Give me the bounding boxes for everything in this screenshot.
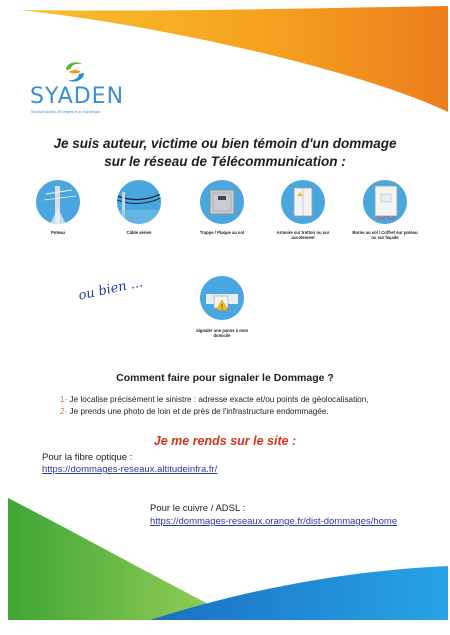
page-headline [0,135,450,171]
street-cabinet-icon [281,180,325,224]
fibre-label: Pour la fibre optique : [42,452,133,463]
step-2 [60,407,329,416]
item-label-junction-box: Borne au sol / Coffret sur poteau ou sur façade [352,230,418,240]
item-label-manhole: Trappe / Plaque au sol [199,230,245,235]
headline-line-1: Je suis auteur, victime ou bien témoin d'un dommage [53,136,397,151]
manhole-icon [200,180,244,224]
cuivre-link[interactable]: https://dommages-reseaux.orange.fr/dist-dommages/home [150,516,398,527]
logo-wordmark: SYADEN [30,84,125,109]
pole-icon [36,180,80,224]
item-label-pole: Poteau [51,230,65,235]
syaden-logo-icon [62,60,88,84]
step-1 [60,395,369,404]
site-heading: Je me rends sur le site : [153,434,297,448]
step-1-number: 1- [60,395,68,404]
cuivre-label: Pour le cuivre / ADSL : [150,503,246,514]
fibre-link[interactable]: https://dommages-reseaux.altitudeinfra.fr/ [42,464,218,475]
logo-tagline: Syndicat Audois d'Énergies et du Numérique [31,110,101,114]
svg-text:!: ! [220,303,224,311]
item-label-aerial-cable: Câble aérien [126,230,152,235]
or-handwritten-note: ou bien ... [77,275,145,304]
step-1-text: Je localise précisément le sinistre : adresse exacte et/ou points de géolocalisation, [67,395,369,404]
home-fault-icon [200,276,244,320]
aerial-cable-icon [117,180,161,224]
headline-line-2: sur le réseau de Télécommunication : [104,154,346,169]
bottom-swoosh-decoration [0,490,450,635]
step-2-text: Je prends une photo de loin et de près de l'infrastructure endommagée. [67,407,329,416]
item-label-street-cabinet: Armoire sur trottoir ou sur accotement [276,230,330,240]
junction-box-icon [363,180,407,224]
step-2-number: 2- [60,407,68,416]
item-label-home-fault: Signaler une panne à mon domicile [195,328,249,338]
how-to-report-title: Comment faire pour signaler le Dommage ? [116,372,334,384]
